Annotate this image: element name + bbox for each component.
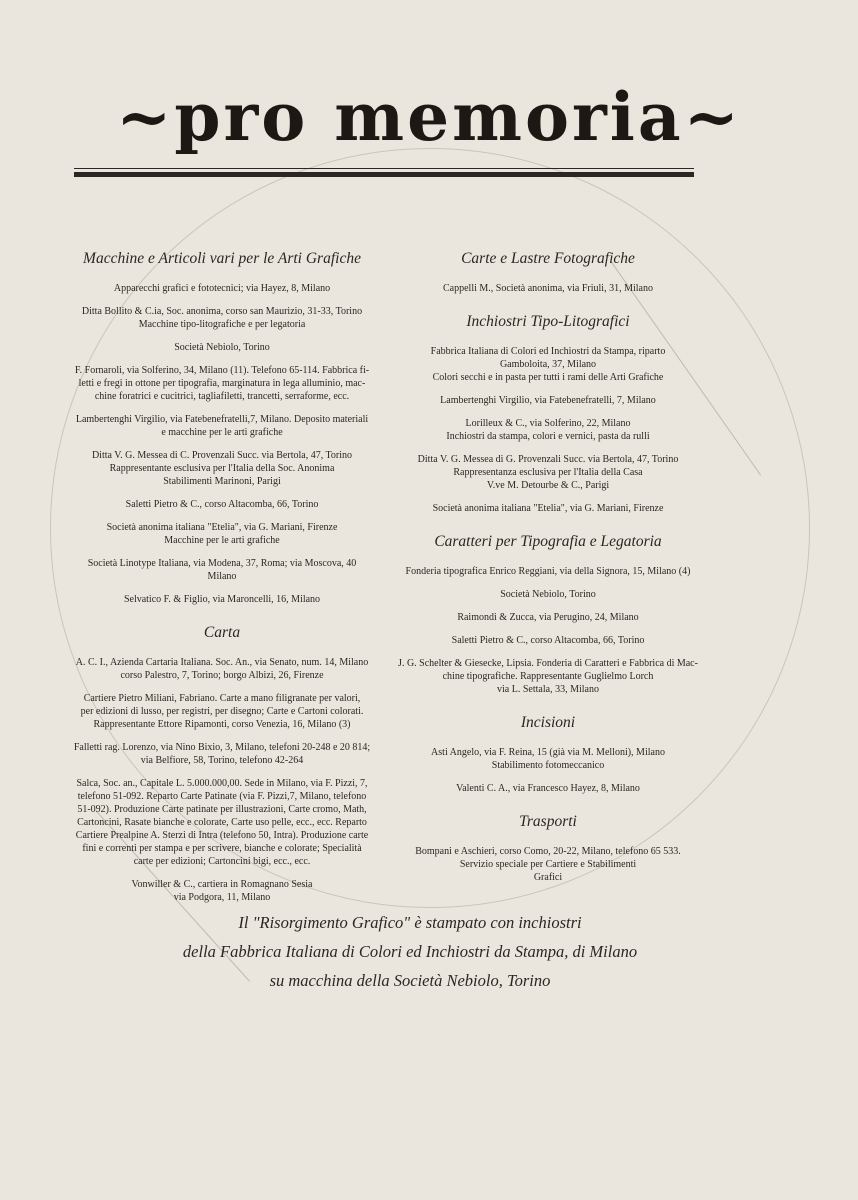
section-gap bbox=[392, 706, 704, 714]
entry-line: Falletti rag. Lorenzo, via Nino Bixio, 3, Milano, telefoni 20-248 e 20 814; bbox=[73, 742, 371, 753]
directory-entry bbox=[66, 449, 378, 488]
entry-line: Bompani e Aschieri, corso Como, 20-22, Milano, telefono 65 533. bbox=[415, 846, 681, 857]
directory-entry bbox=[392, 845, 704, 884]
entry-line: Grafici bbox=[533, 872, 563, 883]
directory-entry bbox=[392, 565, 704, 578]
directory-entry bbox=[66, 593, 378, 606]
entry-line: Saletti Pietro & C., corso Altacomba, 66, Torino bbox=[451, 635, 645, 646]
section-title: Macchine e Articoli vari per le Arti Grafiche bbox=[83, 250, 361, 267]
section-gap bbox=[392, 305, 704, 313]
directory-entry bbox=[392, 657, 704, 696]
entry-line: Cartiere Prealpine A. Sterzi di Intra (telefono 50, Intra). Produzione carte bbox=[75, 830, 369, 841]
entry-line: via Podgora, 11, Milano bbox=[173, 892, 271, 903]
entry-line: chine foratrici e cucitrici, tagliafiletti, trancetti, serraforme, ecc. bbox=[94, 391, 350, 402]
directory-entry bbox=[66, 878, 378, 904]
entry-line: J. G. Schelter & Giesecke, Lipsia. Fonderia di Caratteri e Fabbrica di Mac- bbox=[398, 658, 698, 669]
entry-line: Società anonima italiana "Etelia", via G. Mariani, Firenze bbox=[106, 522, 338, 533]
entry-line: Società Nebiolo, Torino bbox=[174, 342, 270, 353]
directory-entry bbox=[66, 741, 378, 767]
entry-line: Società anonima italiana "Etelia", via G. Mariani, Firenze bbox=[432, 503, 664, 514]
directory-entry bbox=[66, 364, 378, 403]
entry-line: letti e fregi in ottone per tipografia, marginatura in lega alluminio, mac- bbox=[78, 378, 366, 389]
entry-line: telefono 51-092. Reparto Carte Patinate (via F. Pizzi,7, Milano, telefono bbox=[77, 791, 367, 802]
directory-entry bbox=[66, 557, 378, 583]
entry-line: Saletti Pietro & C., corso Altacomba, 66, Torino bbox=[125, 499, 319, 510]
directory-entry bbox=[66, 413, 378, 439]
entry-line: chine tipografiche. Rappresentante Guglielmo Lorch bbox=[442, 671, 654, 682]
entry-line: Apparecchi grafici e fototecnici; via Hayez, 8, Milano bbox=[113, 283, 331, 294]
entry-line: A. C. I., Azienda Cartaria Italiana. Soc. An., via Senato, num. 14, Milano bbox=[75, 657, 369, 668]
entry-line: Selvatico F. & Figlio, via Maroncelli, 16, Milano bbox=[123, 594, 321, 605]
entry-line: Servizio speciale per Cartiere e Stabilimenti bbox=[459, 859, 637, 870]
directory-entry bbox=[392, 417, 704, 443]
section-title: Incisioni bbox=[520, 714, 576, 731]
directory-entry bbox=[392, 588, 704, 601]
directory-entry bbox=[66, 498, 378, 511]
entry-line: Fonderia tipografica Enrico Reggiani, via della Signora, 15, Milano (4) bbox=[405, 566, 691, 577]
directory-entry bbox=[392, 502, 704, 515]
entry-line: Lorilleux & C., via Solferino, 22, Milano bbox=[465, 418, 631, 429]
entry-line: Società Nebiolo, Torino bbox=[500, 589, 596, 600]
entry-line: corso Palestro, 7, Torino; borgo Albizi, 26, Firenze bbox=[120, 670, 324, 681]
entry-line: Fabbrica Italiana di Colori ed Inchiostri da Stampa, riparto bbox=[430, 346, 666, 357]
colophon-line: Il "Risorgimento Grafico" è stampato con inchiostri bbox=[238, 913, 582, 932]
entry-line: via Belfiore, 58, Torino, telefono 42-264 bbox=[140, 755, 304, 766]
entry-line: Salca, Soc. an., Capitale L. 5.000.000,00. Sede in Milano, via F. Pizzi, 7, bbox=[76, 778, 368, 789]
directory-entry bbox=[392, 394, 704, 407]
entry-line: V.ve M. Detourbe & C., Parigi bbox=[486, 480, 610, 491]
entry-line: Cartoncini, Rasate bianche e colorate, Carte uso pelle, ecc., ecc. Reparto bbox=[77, 817, 367, 828]
section-gap bbox=[392, 525, 704, 533]
entry-line: Milano bbox=[207, 571, 237, 582]
section-title: Inchiostri Tipo-Litografici bbox=[466, 313, 630, 330]
entry-line: per edizioni di lusso, per registri, per disegno; Carte e Cartoni colorati. bbox=[80, 706, 364, 717]
entry-line: Rappresentante esclusiva per l'Italia della Soc. Anonima bbox=[109, 463, 335, 474]
section-gap bbox=[66, 616, 378, 624]
entry-line: Macchine per le arti grafiche bbox=[164, 535, 280, 546]
title-rule-thin bbox=[74, 168, 694, 169]
directory-entry bbox=[66, 282, 378, 295]
colophon-line: su macchina della Società Nebiolo, Torino bbox=[269, 971, 551, 990]
colophon bbox=[100, 908, 720, 995]
section-gap bbox=[392, 805, 704, 813]
entry-line: Rappresentante Ettore Ripamonti, corso Venezia, 16, Milano (3) bbox=[93, 719, 351, 730]
directory-entry bbox=[392, 746, 704, 772]
entry-line: Cappelli M., Società anonima, via Friuli, 31, Milano bbox=[443, 283, 653, 294]
entry-line: Ditta V. G. Messea di G. Provenzali Succ. via Bertola, 47, Torino bbox=[417, 454, 679, 465]
entry-line: Ditta V. G. Messea di C. Provenzali Succ. via Bertola, 47, Torino bbox=[91, 450, 353, 461]
entry-line: Cartiere Pietro Miliani, Fabriano. Carte a mano filigranate per valori, bbox=[83, 693, 361, 704]
entry-line: 51-092). Produzione Carte patinate per illustrazioni, Carte cromo, Math, bbox=[77, 804, 367, 815]
directory-entry bbox=[392, 453, 704, 492]
directory-entry bbox=[66, 521, 378, 547]
directory-entry bbox=[66, 341, 378, 354]
directory-entry bbox=[66, 305, 378, 331]
section-title: Carte e Lastre Fotografiche bbox=[461, 250, 635, 267]
entry-line: Società Linotype Italiana, via Modena, 37, Roma; via Moscova, 40 bbox=[87, 558, 357, 569]
directory-entry bbox=[66, 656, 378, 682]
right-column bbox=[392, 250, 704, 902]
entry-line: Stabilimento fotomeccanico bbox=[491, 760, 605, 771]
entry-line: Macchine tipo-litografiche e per legatoria bbox=[138, 319, 306, 330]
entry-line: Gamboloita, 37, Milano bbox=[499, 359, 597, 370]
entry-line: Ditta Bollito & C.ia, Soc. anonima, corso san Maurizio, 31-33, Torino bbox=[81, 306, 363, 317]
section-gap bbox=[392, 894, 704, 902]
section-title: Caratteri per Tipografia e Legatoria bbox=[434, 533, 662, 550]
left-column bbox=[66, 250, 378, 922]
page-title: ~pro memoria~ bbox=[116, 78, 742, 156]
entry-line: Raimondi & Zucca, via Perugino, 24, Milano bbox=[457, 612, 639, 623]
entry-line: Valenti C. A., via Francesco Hayez, 8, Milano bbox=[456, 783, 640, 794]
entry-line: Stabilimenti Marinoni, Parigi bbox=[163, 476, 281, 487]
entry-line: fini e correnti per stampa e per scrivere, bianche e colorate; Specialità bbox=[82, 843, 362, 854]
entry-line: Lambertenghi Virgilio, via Fatebenefratelli, 7, Milano bbox=[440, 395, 656, 406]
directory-entry bbox=[66, 777, 378, 868]
entry-line: Inchiostri da stampa, colori e vernici, pasta da rulli bbox=[446, 431, 650, 442]
entry-line: via L. Settala, 33, Milano bbox=[497, 684, 599, 695]
entry-line: carte per edizioni; Cartoncini bigi, ecc., ecc. bbox=[133, 856, 311, 867]
directory-entry bbox=[392, 282, 704, 295]
entry-line: F. Fornaroli, via Solferino, 34, Milano (11). Telefono 65-114. Fabbrica fi- bbox=[74, 365, 370, 376]
directory-entry bbox=[392, 345, 704, 384]
entry-line: Colori secchi e in pasta per tutti i rami delle Arti Grafiche bbox=[432, 372, 664, 383]
entry-line: Asti Angelo, via F. Reina, 15 (già via M. Melloni), Milano bbox=[431, 747, 665, 758]
entry-line: e macchine per le arti grafiche bbox=[161, 427, 283, 438]
directory-entry bbox=[392, 782, 704, 795]
title-rule-thick bbox=[74, 172, 694, 177]
entry-line: Vonwiller & C., cartiera in Romagnano Sesia bbox=[131, 879, 313, 890]
section-title: Trasporti bbox=[519, 813, 577, 830]
colophon-line: della Fabbrica Italiana di Colori ed Inchiostri da Stampa, di Milano bbox=[182, 942, 638, 961]
section-title: Carta bbox=[203, 624, 241, 641]
directory-entry bbox=[66, 692, 378, 731]
directory-entry bbox=[392, 611, 704, 624]
entry-line: Lambertenghi Virgilio, via Fatebenefratelli,7, Milano. Deposito materiali bbox=[75, 414, 369, 425]
entry-line: Rappresentanza esclusiva per l'Italia della Casa bbox=[453, 467, 643, 478]
directory-entry bbox=[392, 634, 704, 647]
